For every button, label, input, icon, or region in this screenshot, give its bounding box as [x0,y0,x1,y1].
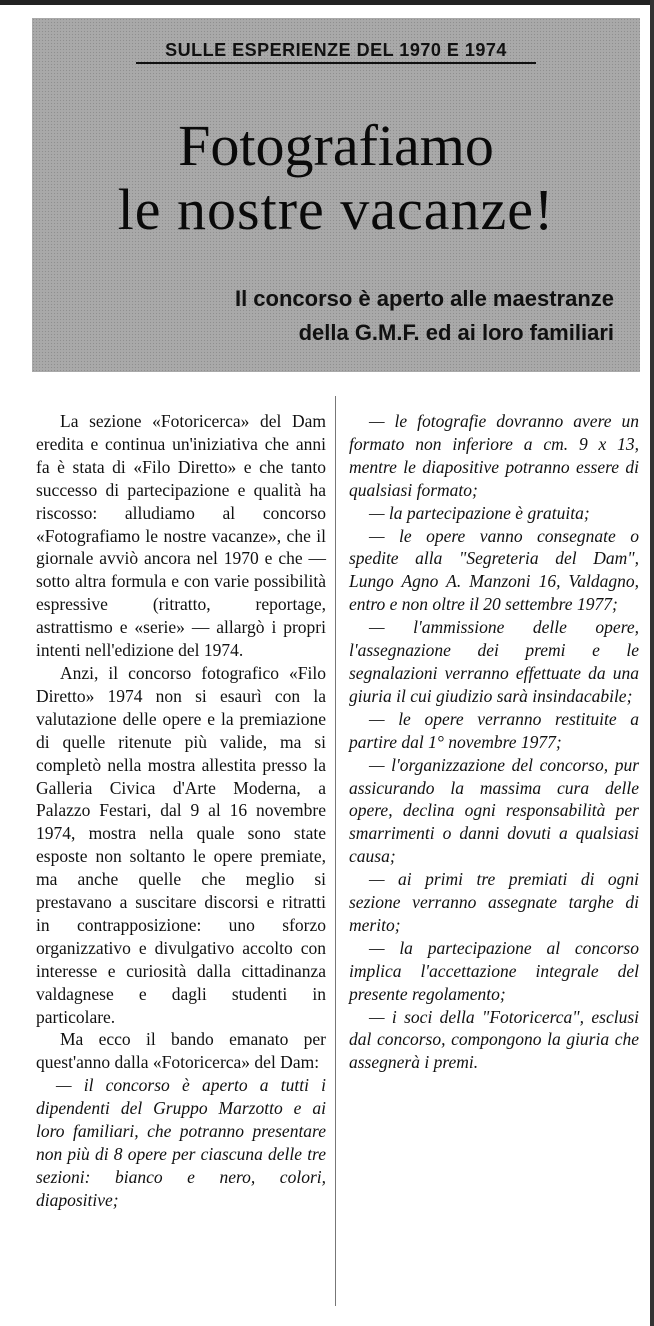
rule-item: — i soci della "Fotoricerca", esclusi dal concorso, compongono la giuria che assegnerà i premi. [349,1006,639,1073]
top-rule [0,0,654,5]
rule-item: — le fotografie dovranno avere un formato non inferiore a cm. 9 x 13, mentre le diapositive potranno essere di qualsiasi formato; [349,411,639,500]
kicker: SULLE ESPERIENZE DEL 1970 E 1974 [136,40,536,64]
paragraph-1: La sezione «Fotoricerca» del Dam eredita e continua un'iniziativa che anni fa è stata di «Filo Diretto» e che tanto successo di partecipazione e qualità ha riscosso: alludiamo al concorso «Fotografiamo le nostre vacanze», che il giornale avviò ancora nel 1970 e che — sotto altra formula e con varie possibilità espressive (ritratto, reportage, astrattismo e «serie» — allargò i propri intenti nell'edizione del 1974. [36,411,326,661]
rule-item: — la partecipazione al concorso implica l'accettazione integrale del presente regolamento; [349,937,639,1004]
subheadline-line-2: della G.M.F. ed ai loro familiari [298,320,614,345]
column-divider [335,396,336,1306]
headline-box [32,18,640,372]
rule-item: — l'ammissione delle opere, l'assegnazione dei premi e le segnalazioni verranno effettuate da una giuria il cui giudizio sarà insindacabile; [349,617,639,706]
subheadline-line-1: Il concorso è aperto alle maestranze [234,286,614,311]
left-column [36,410,326,1212]
rule-item: — le opere verranno restituite a partire dal 1° novembre 1977; [349,708,639,752]
rule-item: — ai primi tre premiati di ogni sezione verranno assegnate targhe di merito; [349,869,639,935]
rule-item: — il concorso è aperto a tutti i dipendenti del Gruppo Marzotto e ai loro familiari, che potranno presentare non più di 8 opere per ciascuna delle tre sezioni: bianco e nero, colori, diapositive; [36,1075,326,1210]
right-column [349,410,639,1074]
rule-item: — la partecipazione è gratuita; [369,502,590,523]
headline-line-1: Fotografiamo [178,113,494,178]
right-edge-rule [650,0,654,1326]
headline-line-2: le nostre vacanze! [117,177,555,242]
paragraph-2: Anzi, il concorso fotografico «Filo Diretto» 1974 non si esaurì con la valutazione delle opere e la premiazione di quelle ritenute più valide, ma si completò nella mostra allestita presso la Galleria Civica d'Arte Moderna, a Palazzo Festari, dal 9 al 16 novembre 1974, mostra nella quale sono state esposte non soltanto le opere premiate, ma anche quelle che meglio si prestavano a suscitare discorsi e ritratti in contrapposizione: uno sforzo organizzativo e divulgativo accolto con interesse e curiosità dalla cittadinanza valdagnese e dagli studenti in particolare. [36,662,326,1027]
paragraph-3: Ma ecco il bando emanato per quest'anno dalla «Fotoricerca» del Dam: [36,1029,326,1073]
rule-item: — le opere vanno consegnate o spedite alla "Segreteria del Dam", Lungo Agno A. Manzoni 16, Valdagno, entro e non oltre il 20 settembre 1977; [349,525,639,615]
rule-item: — l'organizzazione del concorso, pur assicurando la massima cura delle opere, declina ogni responsabilità per smarrimenti o danni dovuti a qualsiasi causa; [349,754,639,867]
